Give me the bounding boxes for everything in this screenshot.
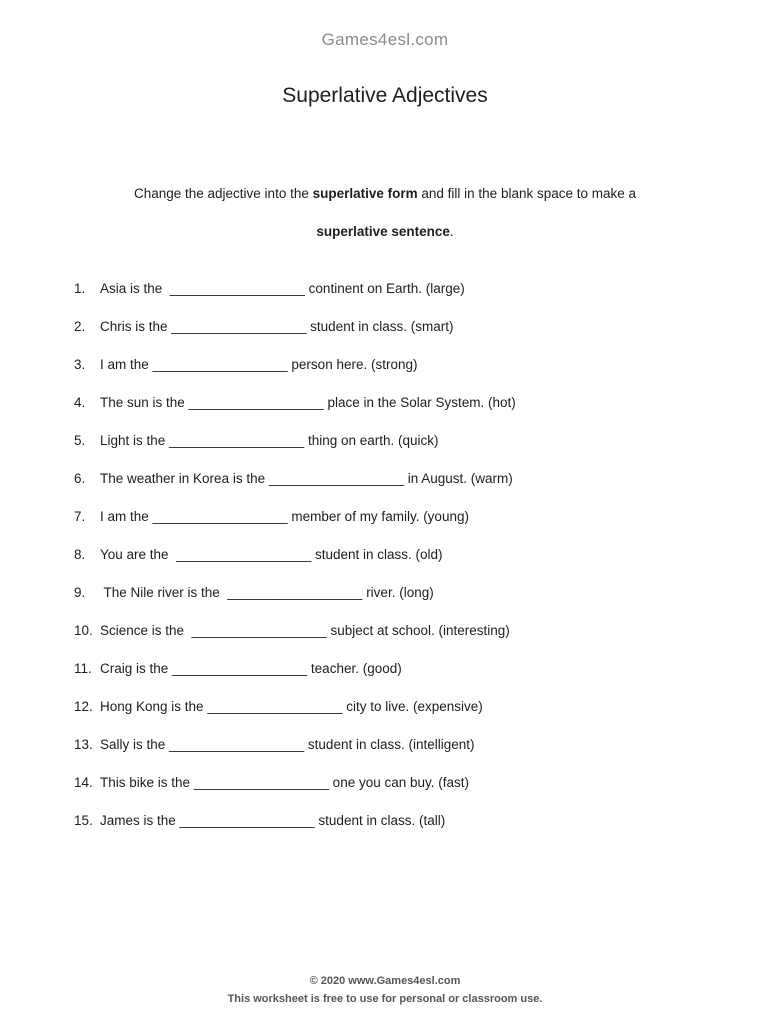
site-name: Games4esl.com <box>321 30 449 49</box>
question-number: 1. <box>74 281 86 296</box>
question-text: Chris is the __________________ student in class. (smart) <box>100 319 454 334</box>
question-number: 3. <box>74 357 86 372</box>
question-item <box>74 661 714 699</box>
question-number: 8. <box>74 547 86 562</box>
question-text: Asia is the __________________ continent on Earth. (large) <box>100 281 465 296</box>
question-item <box>74 357 714 395</box>
question-text: The Nile river is the __________________ river. (long) <box>100 585 434 600</box>
question-item <box>74 813 714 851</box>
question-number: 10. <box>74 623 93 638</box>
question-text: This bike is the __________________ one you can buy. (fast) <box>100 775 470 790</box>
question-item <box>74 471 714 509</box>
question-item <box>74 547 714 585</box>
instructions <box>70 175 700 251</box>
question-text: The weather in Korea is the __________________ in August. (warm) <box>100 471 513 486</box>
question-item <box>74 623 714 661</box>
question-number: 2. <box>74 319 86 334</box>
question-item <box>74 433 714 471</box>
question-number: 5. <box>74 433 86 448</box>
question-item <box>74 737 714 775</box>
question-item <box>74 281 714 319</box>
instructions-bold-term: superlative sentence <box>316 224 450 239</box>
instructions-text: Change the adjective into the <box>133 186 313 201</box>
question-number: 13. <box>74 737 93 752</box>
instructions-bold-term: superlative form <box>312 186 418 201</box>
question-number: 14. <box>74 775 93 790</box>
question-number: 11. <box>74 661 92 676</box>
question-text: The sun is the __________________ place in the Solar System. (hot) <box>100 395 516 410</box>
question-text: I am the __________________ member of my family. (young) <box>100 509 469 524</box>
question-number: 12. <box>74 699 93 714</box>
question-text: You are the __________________ student in class. (old) <box>100 547 443 562</box>
question-text: James is the __________________ student in class. (tall) <box>100 813 446 828</box>
instructions-text: . <box>449 224 454 239</box>
question-text: Science is the __________________ subject at school. (interesting) <box>100 623 510 638</box>
question-text: I am the __________________ person here. (strong) <box>100 357 418 372</box>
question-text: Hong Kong is the __________________ city to live. (expensive) <box>100 699 483 714</box>
page-title: Superlative Adjectives <box>282 84 488 107</box>
footer-note: This worksheet is free to use for personal or classroom use. <box>227 993 543 1005</box>
question-item <box>74 319 714 357</box>
footer-copyright: © 2020 www.Games4esl.com <box>309 975 461 987</box>
question-text: Craig is the __________________ teacher. (good) <box>100 661 402 676</box>
question-item <box>74 699 714 737</box>
question-item <box>74 585 714 623</box>
question-number: 4. <box>74 395 86 410</box>
footer <box>0 972 770 1008</box>
question-item <box>74 509 714 547</box>
question-number: 9. <box>74 585 86 600</box>
question-item <box>74 395 714 433</box>
question-number: 6. <box>74 471 86 486</box>
question-number: 15. <box>74 813 93 828</box>
question-text: Sally is the __________________ student in class. (intelligent) <box>100 737 475 752</box>
question-list <box>74 281 714 851</box>
question-number: 7. <box>74 509 86 524</box>
question-item <box>74 775 714 813</box>
instructions-text: and fill in the blank space to make a <box>417 186 637 201</box>
question-text: Light is the __________________ thing on earth. (quick) <box>100 433 439 448</box>
